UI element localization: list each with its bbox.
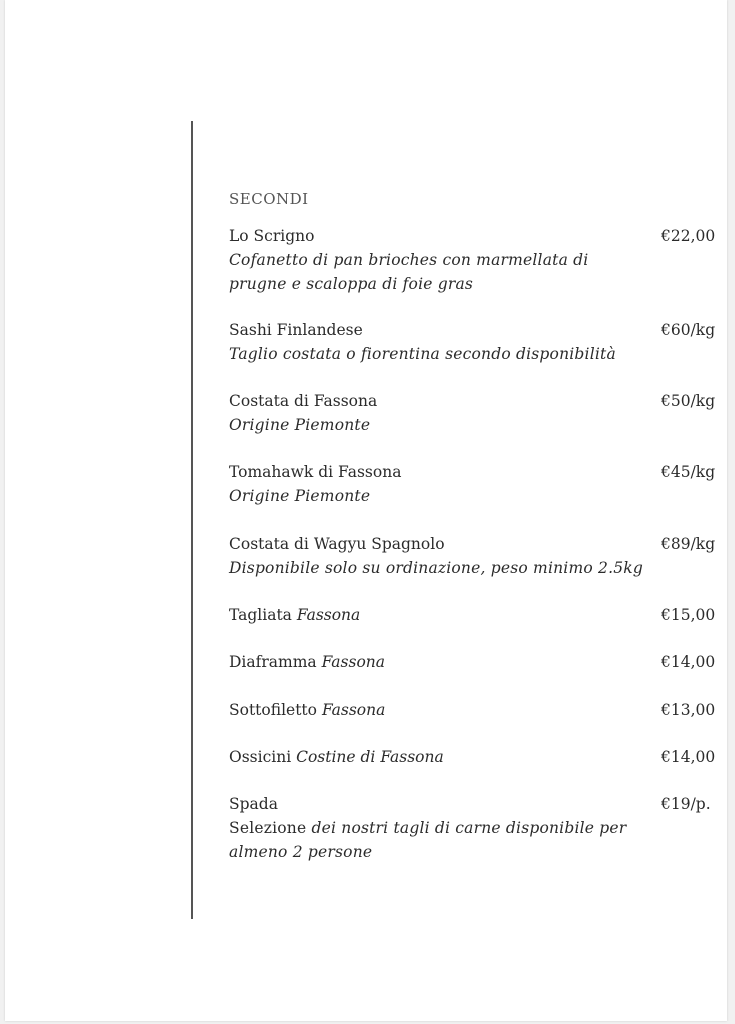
item-name-italic: Costine di Fassona xyxy=(296,748,444,766)
item-description-italic: dei nostri tagli di carne disponibile per almeno 2 persone xyxy=(229,819,627,861)
menu-item xyxy=(229,460,719,508)
item-name: Ossicini xyxy=(229,748,292,766)
item-price: €14,00 xyxy=(661,653,716,671)
item-price: €19/p. xyxy=(661,795,711,813)
menu-item xyxy=(229,603,719,627)
item-name: Diaframma xyxy=(229,653,317,671)
item-price: €89/kg xyxy=(661,535,716,553)
menu-item xyxy=(229,532,719,580)
item-name-italic: Fassona xyxy=(296,606,361,624)
item-name: Tomahawk di Fassona xyxy=(229,463,402,481)
item-description: Origine Piemonte xyxy=(229,416,371,434)
item-price: €50/kg xyxy=(661,392,716,410)
item-name-italic: Fassona xyxy=(321,653,386,671)
item-name: Sashi Finlandese xyxy=(229,321,363,339)
item-price: €45/kg xyxy=(661,463,716,481)
item-price: €13,00 xyxy=(661,701,716,719)
menu-page xyxy=(5,0,727,1021)
item-description xyxy=(229,816,649,864)
menu-item xyxy=(229,224,719,296)
menu-item xyxy=(229,698,719,722)
item-name: Sottofiletto xyxy=(229,701,317,719)
item-name-italic: Fassona xyxy=(321,701,386,719)
section-title: SECONDI xyxy=(229,190,309,208)
item-price: €14,00 xyxy=(661,748,716,766)
menu-item xyxy=(229,318,719,366)
item-description: Taglio costata o fiorentina secondo disponibilità xyxy=(229,345,616,363)
item-name: Costata di Wagyu Spagnolo xyxy=(229,535,445,553)
item-price: €15,00 xyxy=(661,606,716,624)
item-name: Costata di Fassona xyxy=(229,392,378,410)
menu-item xyxy=(229,745,719,769)
item-name: Lo Scrigno xyxy=(229,227,315,245)
item-description: Disponibile solo su ordinazione, peso minimo 2.5kg xyxy=(229,559,643,577)
item-description: Cofanetto di pan brioches con marmellata di prugne e scaloppa di foie gras xyxy=(229,251,589,293)
menu-item xyxy=(229,792,719,864)
item-price: €60/kg xyxy=(661,321,716,339)
menu-item xyxy=(229,650,719,674)
item-price: €22,00 xyxy=(661,227,716,245)
item-description: Origine Piemonte xyxy=(229,487,371,505)
item-name: Spada xyxy=(229,795,278,813)
item-description-plain: Selezione xyxy=(229,819,307,837)
menu-item xyxy=(229,389,719,437)
vertical-rule xyxy=(191,121,193,919)
item-name: Tagliata xyxy=(229,606,292,624)
